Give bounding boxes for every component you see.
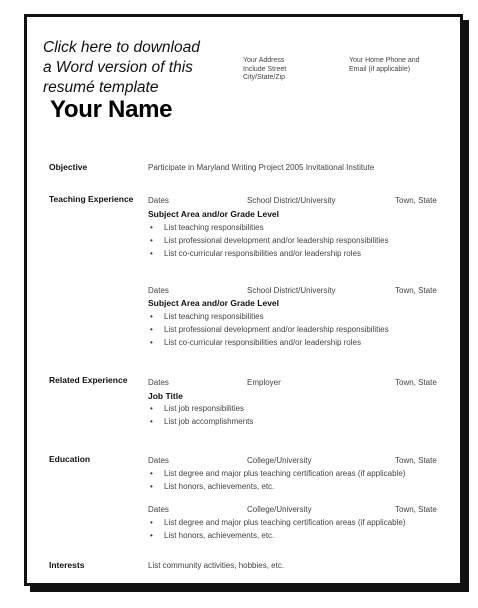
section-heading-teaching: Teaching Experience <box>49 194 134 204</box>
entry-org: School District/University <box>247 286 336 295</box>
bullet-icon: • <box>150 531 153 540</box>
download-line: a Word version of this <box>43 59 193 76</box>
section-heading-objective: Objective <box>49 162 88 172</box>
address-block <box>243 57 286 83</box>
bullet-icon: • <box>150 236 153 245</box>
list-item-text: List teaching responsibilities <box>164 223 264 232</box>
bullet-icon: • <box>150 518 153 527</box>
download-line: resumé template <box>43 79 159 96</box>
entry-title: Subject Area and/or Grade Level <box>148 209 280 219</box>
download-word-template-link[interactable] <box>43 38 200 98</box>
entry-location: Town, State <box>395 286 437 295</box>
list-item-text: List job accomplishments <box>164 417 254 426</box>
list-item-text: List honors, achievements, etc. <box>164 482 275 491</box>
entry-location: Town, State <box>395 196 437 205</box>
bullet-icon: • <box>150 404 153 413</box>
bullet-icon: • <box>150 312 153 321</box>
address-line: City/State/Zip <box>243 74 286 81</box>
list-item <box>150 531 274 540</box>
list-item <box>150 469 405 478</box>
download-line: Click here to download <box>43 39 200 56</box>
bullet-icon: • <box>150 482 153 491</box>
address-line: Your Address <box>243 57 285 64</box>
list-item-text: List professional development and/or leadership responsibilities <box>164 325 389 334</box>
bullet-icon: • <box>150 417 153 426</box>
bullet-icon: • <box>150 338 153 347</box>
entry-dates: Dates <box>148 378 169 387</box>
entry-dates: Dates <box>148 505 169 514</box>
entry-location: Town, State <box>395 505 437 514</box>
list-item-text: List job responsibilities <box>164 404 245 413</box>
list-item-text: List professional development and/or leadership responsibilities <box>164 236 389 245</box>
list-item-text: List co-curricular responsibilities and/or leadership roles <box>164 338 361 347</box>
list-item <box>150 249 361 258</box>
list-item-text: List degree and major plus teaching certification areas (if applicable) <box>164 469 406 478</box>
phone-email-block <box>349 57 420 74</box>
entry-org: School District/University <box>247 196 336 205</box>
list-item <box>150 404 244 413</box>
list-item-text: List honors, achievements, etc. <box>164 531 275 540</box>
list-item <box>150 325 389 334</box>
interests-text: List community activities, hobbies, etc. <box>148 561 285 570</box>
objective-text: Participate in Maryland Writing Project 2005 Invitational Institute <box>148 163 375 172</box>
address-line: Include Street <box>243 65 287 73</box>
entry-dates: Dates <box>148 286 169 295</box>
entry-title: Job Title <box>148 391 183 401</box>
list-item <box>150 223 264 232</box>
list-item <box>150 236 389 245</box>
list-item-text: List degree and major plus teaching certification areas (if applicable) <box>164 518 406 527</box>
entry-title: Subject Area and/or Grade Level <box>148 298 280 308</box>
list-item <box>150 518 405 527</box>
bullet-icon: • <box>150 249 153 258</box>
list-item <box>150 482 274 491</box>
list-item <box>150 338 361 347</box>
phone-line: Email (if applicable) <box>349 65 411 73</box>
entry-dates: Dates <box>148 456 169 465</box>
section-heading-education: Education <box>49 454 91 464</box>
list-item <box>150 417 253 426</box>
list-item-text: List teaching responsibilities <box>164 312 264 321</box>
entry-dates: Dates <box>148 196 169 205</box>
section-heading-interests: Interests <box>49 560 85 570</box>
entry-org: Employer <box>247 378 281 387</box>
section-heading-related: Related Experience <box>49 375 128 385</box>
entry-org: College/University <box>247 505 312 514</box>
list-item <box>150 312 264 321</box>
entry-org: College/University <box>247 456 312 465</box>
resume-name: Your Name <box>50 96 173 123</box>
bullet-icon: • <box>150 469 153 478</box>
bullet-icon: • <box>150 223 153 232</box>
phone-line: Your Home Phone and <box>349 57 420 64</box>
bullet-icon: • <box>150 325 153 334</box>
entry-location: Town, State <box>395 456 437 465</box>
list-item-text: List co-curricular responsibilities and/or leadership roles <box>164 249 361 258</box>
entry-location: Town, State <box>395 378 437 387</box>
